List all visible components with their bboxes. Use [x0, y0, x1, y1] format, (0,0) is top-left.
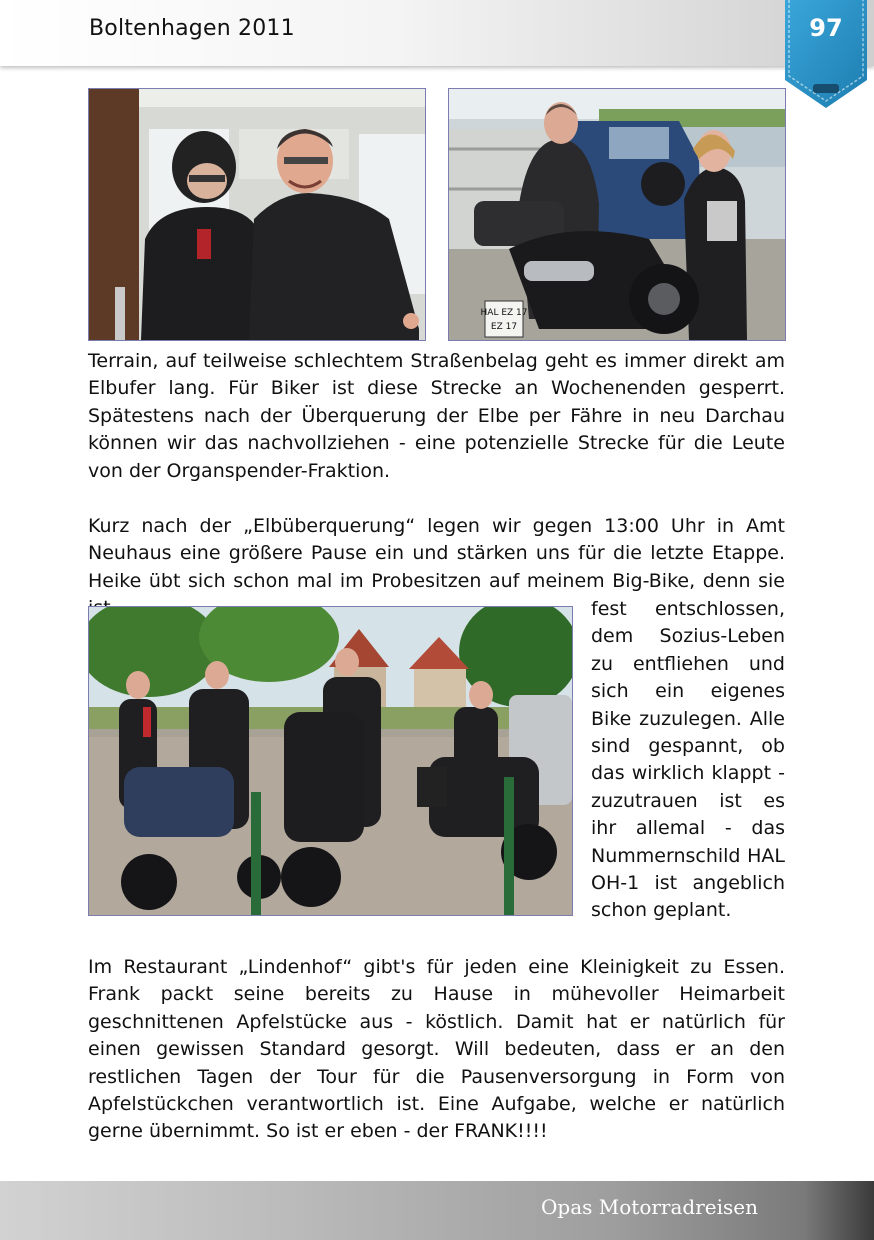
- paragraph-2-top: Kurz nach der „Elbüberquerung“ legen wir gegen 13:00 Uhr in Amt Neuhaus eine größere Pause ein und stärken uns für die letzte Etappe. Heike übt sich schon mal im Probesitzen auf meinem Big-Bike, denn sie: [88, 515, 785, 592]
- photo-group-stop: [88, 606, 573, 916]
- photo-ferry-motorbike: [448, 88, 786, 341]
- page-number: 97: [809, 14, 843, 42]
- paragraph-2-side: fest entschlossen, dem Sozius-Leben zu entfliehen und sich ein eigenes Bike zuzulegen. Alle sind gespannt, ob das wirklich klappt - zuzutrauen ist es ihr allemal - das Nummernschild HAL OH-1 ist angeblich schon geplant.: [591, 598, 785, 922]
- paragraph-3: Im Restaurant „Lindenhof“ gibt's für jeden eine Kleinigkeit zu Essen. Frank packt seine bereits zu Hause in mühevoller Heimarbeit geschnittenen Apfelstücke aus - köstlich. Damit hat er natürlich für einen gewissen Standard gesorgt. Will bedeuten, dass er an den restlichen Tagen der Tour für die Pausenversorgung in Form von Apfelstückchen verantwortlich ist. Eine Aufgabe, welche er natürlich gerne übernimmt. So ist er eben - der FRANK!!!!: [88, 956, 785, 1143]
- photo-ferry-cabin: [88, 88, 426, 341]
- svg-text:EZ 17: EZ 17: [490, 322, 518, 332]
- license-plate-line1: HAL EZ 17: [480, 308, 528, 318]
- paragraph-1: Terrain, auf teilweise schlechtem Straßenbelag geht es immer direkt am Elbufer lang. Für Biker ist diese Strecke an Wochenenden gesperrt. Spätestens nach der Überquerung der Elbe per Fähre in neu Darchau können wir das nachvollziehen - eine potenzielle Strecke für die Leute von der Organspender-Fraktion.: [88, 350, 785, 482]
- chapter-title: Boltenhagen 2011: [89, 16, 295, 41]
- footer-brand: Opas Motorradreisen: [541, 1195, 758, 1219]
